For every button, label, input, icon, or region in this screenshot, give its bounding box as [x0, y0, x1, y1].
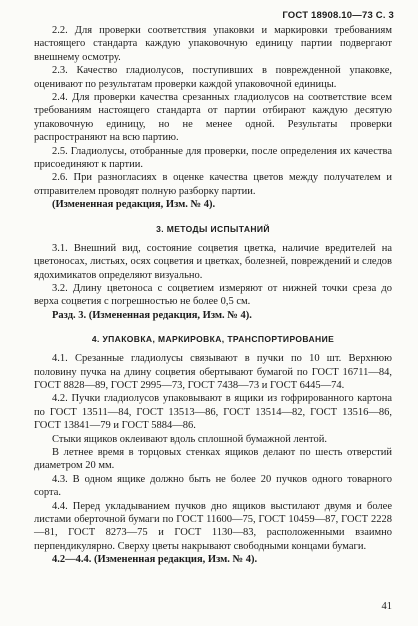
amendment-note-4: 4.2—4.4. (Измененная редакция, Изм. № 4).	[52, 554, 258, 566]
paragraph-3-2: 3.2. Длину цветоноса с соцветием измеряют от нижней точки среза до верха соцветия с погрешностью не более 0,5 см.	[34, 282, 392, 308]
amendment-note-1: (Измененная редакция, Изм. № 4).	[52, 199, 216, 211]
section-3-title: 3. МЕТОДЫ ИСПЫТАНИЙ	[156, 223, 270, 234]
paragraph-holes: В летнее время в торцовых стенках ящиков делают по шесть отверстий диаметром 20 мм.	[34, 446, 392, 472]
paragraph-4-2: 4.2. Пучки гладиолусов упаковывают в ящики из гофрированного картона по ГОСТ 13511—84, ГОСТ 13513—86, ГОСТ 13514—82, ГОСТ 13516—86, ГОСТ 13841—79 и ГОСТ 5884—86.	[34, 393, 392, 432]
amendment-note-3: Разд. 3. (Измененная редакция, Изм. № 4).	[52, 309, 252, 321]
page-body	[34, 24, 392, 567]
paragraph-2-4: 2.4. Для проверки качества срезанных гладиолусов на соответствие всем требованиям настоящего стандарта от партии отбирают каждую десятую упаковочную единицу, но не менее одной. Результаты проверки распространяют на всю партию.	[34, 92, 392, 144]
section-4-title: 4. УПАКОВКА, МАРКИРОВКА, ТРАНСПОРТИРОВАНИЕ	[91, 334, 335, 345]
paragraph-3-1: 3.1. Внешний вид, состояние соцветия цветка, наличие вредителей на цветоносах, листьях, осях соцветия и цветках, болезней, повреждений и следов ядохимикатов определяют визуально.	[34, 242, 392, 281]
paragraph-2-5: 2.5. Гладиолусы, отобранные для проверки, после определения их качества присоединяют к партии.	[34, 145, 392, 171]
paragraph-joints: Стыки ящиков оклеивают вдоль сплошной бумажной лентой.	[52, 433, 327, 445]
paragraph-4-1: 4.1. Срезанные гладиолусы связывают в пучки по 10 шт. Верхнюю половину пучка на длину соцветия обертывают бумагой по ГОСТ 16711—84, ГОСТ 8828—89, ГОСТ 2995—73, ГОСТ 7438—73 и ГОСТ 6445—74.	[34, 353, 392, 391]
paragraph-4-4: 4.4. Перед укладыванием пучков дно ящиков выстилают двумя и более листами оберточной бумаги по ГОСТ 11600—75, ГОСТ 10459—87, ГОСТ 2228—81, ГОСТ 8273—75 и ГОСТ 1130—83, расположенными взаимно перпендикулярно. Сверху цветы накрывают свободными концами бумаги.	[34, 500, 392, 552]
page-number: 41	[381, 601, 392, 612]
page-header: ГОСТ 18908.10—73 С. 3	[282, 10, 394, 21]
paragraph-2-6: 2.6. При разногласиях в оценке качества цветов между получателем и отправителем проводят полную разборку партии.	[34, 172, 392, 197]
paragraph-2-2: 2.2. Для проверки соответствия упаковки и маркировки требованиям настоящего стандарта каждую упаковочную единицу партии подвергают внешнему осмотру.	[34, 25, 392, 63]
paragraph-4-3: 4.3. В одном ящике должно быть не более 20 пучков одного товарного сорта.	[34, 473, 392, 499]
paragraph-2-3: 2.3. Качество гладиолусов, поступивших в поврежденной упаковке, оценивают по результатам проверки каждой упаковочной единицы.	[34, 65, 392, 90]
